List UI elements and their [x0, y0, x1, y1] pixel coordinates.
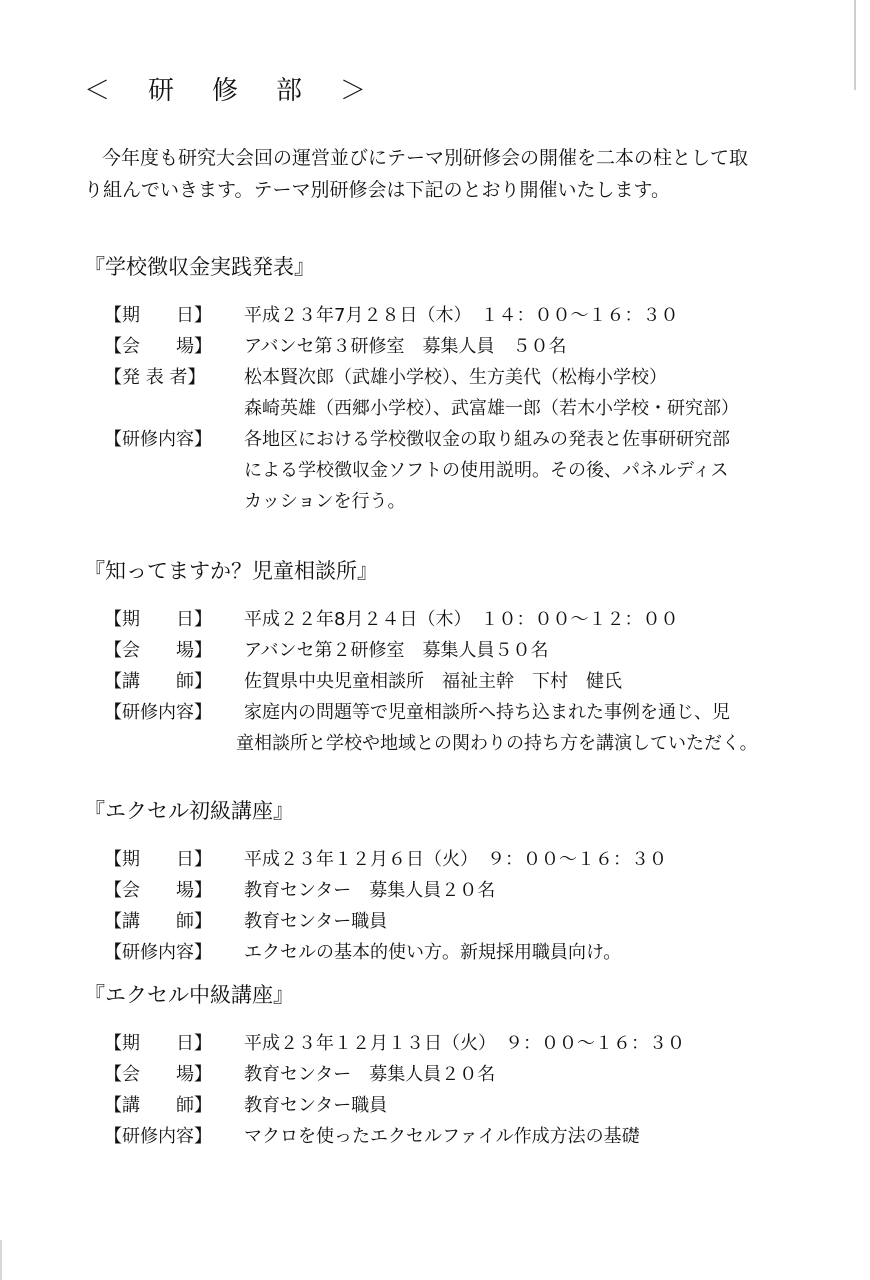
row-date: [104, 300, 824, 331]
row-lecturer: [104, 1090, 824, 1121]
row-label: 【期 日】: [104, 305, 212, 326]
row-label: 【会 場】: [104, 880, 212, 901]
section-title: 『エクセル中級講座』: [84, 983, 294, 1007]
row-label: 【研修内容】: [104, 702, 212, 723]
row-value: 平成２２年8月２４日（木） １０：００～１２：００: [244, 609, 679, 630]
row-content: [104, 1121, 824, 1152]
row-label: 【期 日】: [104, 849, 212, 870]
row-presenters: [104, 362, 824, 424]
section-school-fees: [84, 252, 824, 517]
row-value: 平成２３年１２月１３日（火） ９：００～１６：３０: [244, 1033, 685, 1054]
scan-edge-line-bottom: [0, 1240, 2, 1280]
row-date: [104, 844, 824, 875]
row-label: 【会 場】: [104, 640, 212, 661]
row-value: マクロを使ったエクセルファイル作成方法の基礎: [244, 1126, 640, 1147]
row-value: アバンセ第２研修室 募集人員５０名: [244, 640, 549, 661]
section-title: 『知ってますか？児童相談所』: [84, 559, 378, 583]
intro-line: 今年度も研究大会回の運営並びにテーマ別研修会の開催を二本の柱として取: [102, 147, 749, 169]
section-title: 『学校徴収金実践発表』: [84, 255, 315, 279]
row-label: 【講 師】: [104, 1095, 212, 1116]
row-date: [104, 604, 824, 635]
intro-line: り組んでいきます。テーマ別研修会は下記のとおり開催いたします。: [84, 179, 670, 201]
row-value: 家庭内の問題等で児童相談所へ持ち込まれた事例を通じ、児: [244, 702, 730, 723]
row-date: [104, 1028, 824, 1059]
scan-edge-line: [854, 0, 856, 90]
row-value: 教育センター職員: [244, 1095, 388, 1116]
row-venue: [104, 1059, 824, 1090]
row-label: 【講 師】: [104, 911, 212, 932]
row-value: カッションを行う。: [244, 491, 406, 512]
row-value: 教育センター職員: [244, 911, 388, 932]
row-value: 教育センター 募集人員２０名: [244, 1064, 496, 1085]
row-value: による学校徴収金ソフトの使用説明。その後、パネルディス: [244, 460, 729, 481]
row-label: 【発 表 者】: [104, 367, 206, 388]
row-value: 各地区における学校徴収金の取り組みの発表と佐事研研究部: [244, 429, 730, 450]
row-content: [104, 937, 824, 968]
row-label: 【会 場】: [104, 336, 212, 357]
page-heading: ＜ 研 修 部 ＞: [84, 76, 373, 106]
row-lecturer: [104, 666, 824, 697]
row-venue: [104, 635, 824, 666]
row-content: [104, 424, 824, 517]
row-venue: [104, 875, 824, 906]
intro-paragraph: [84, 142, 804, 206]
row-value: 教育センター 募集人員２０名: [244, 880, 496, 901]
row-label: 【期 日】: [104, 1033, 212, 1054]
section-excel-intermediate: [84, 980, 824, 1152]
row-value: アバンセ第３研修室 募集人員 ５０名: [244, 336, 567, 357]
section-excel-beginner: [84, 796, 824, 968]
row-label: 【講 師】: [104, 671, 212, 692]
row-value: 佐賀県中央児童相談所 福祉主幹 下村 健氏: [244, 671, 622, 692]
row-venue: [104, 331, 824, 362]
row-label: 【研修内容】: [104, 942, 212, 963]
row-value: 森崎英雄（西郷小学校）、武富雄一郎（若木小学校・研究部）: [244, 398, 739, 419]
row-value: エクセルの基本的使い方。新規採用職員向け。: [244, 942, 622, 963]
row-value: 平成２３年7月２８日（木） １４：００～１６：３０: [244, 305, 679, 326]
row-label: 【会 場】: [104, 1064, 212, 1085]
row-value-continuation: 童相談所と学校や地域との関わりの持ち方を講演していただく。: [236, 733, 758, 754]
section-title: 『エクセル初級講座』: [84, 799, 294, 823]
row-value: 平成２３年１２月６日（火） ９：００～１６：３０: [244, 849, 667, 870]
row-value: 松本賢次郎（武雄小学校）、生方美代（松梅小学校）: [244, 367, 667, 388]
row-label: 【研修内容】: [104, 1126, 212, 1147]
section-child-consultation: [84, 556, 824, 759]
row-content: [104, 697, 824, 728]
row-label: 【研修内容】: [104, 429, 212, 450]
row-label: 【期 日】: [104, 609, 212, 630]
row-lecturer: [104, 906, 824, 937]
